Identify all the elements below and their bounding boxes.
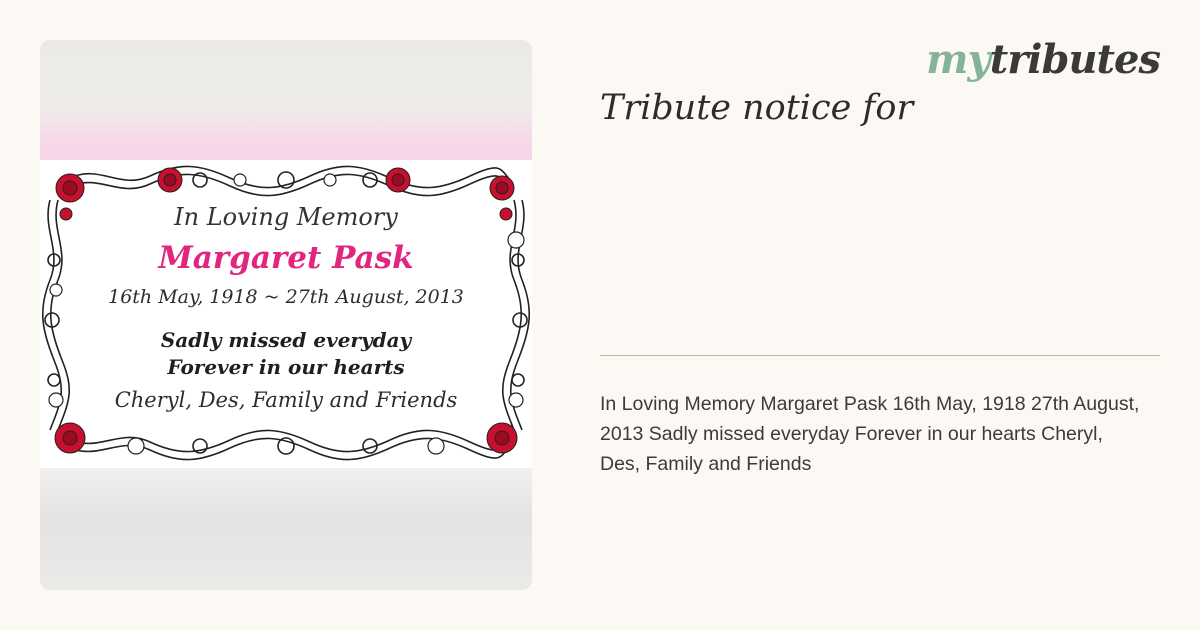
notice-line-forever: Forever in our hearts <box>167 355 405 379</box>
mytributes-logo[interactable] <box>926 36 1160 83</box>
notice-line-name: Margaret Pask <box>158 240 414 276</box>
logo-tributes: tributes <box>989 36 1160 83</box>
notice-image-blur-bottom <box>40 468 532 590</box>
notice-text: In Loving Memory Margaret Pask 16th May, 1918 27th August, 2013 Sadly missed everyday Forever in our hearts Cheryl, Des, Family and Friends <box>600 393 1140 475</box>
divider <box>600 355 1160 356</box>
notice-line-memory: In Loving Memory <box>174 203 398 231</box>
notice-image-blur-top <box>40 40 532 162</box>
notice-line-family: Cheryl, Des, Family and Friends <box>114 388 458 412</box>
notice-card <box>40 160 532 470</box>
logo-my: my <box>926 36 990 83</box>
notice-line-sadly: Sadly missed everyday <box>160 328 412 352</box>
notice-card-text <box>40 160 532 470</box>
notice-line-dates: 16th May, 1918 ~ 27th August, 2013 <box>108 286 464 308</box>
notice-image <box>40 40 532 590</box>
page-title: Tribute notice for <box>600 88 914 128</box>
